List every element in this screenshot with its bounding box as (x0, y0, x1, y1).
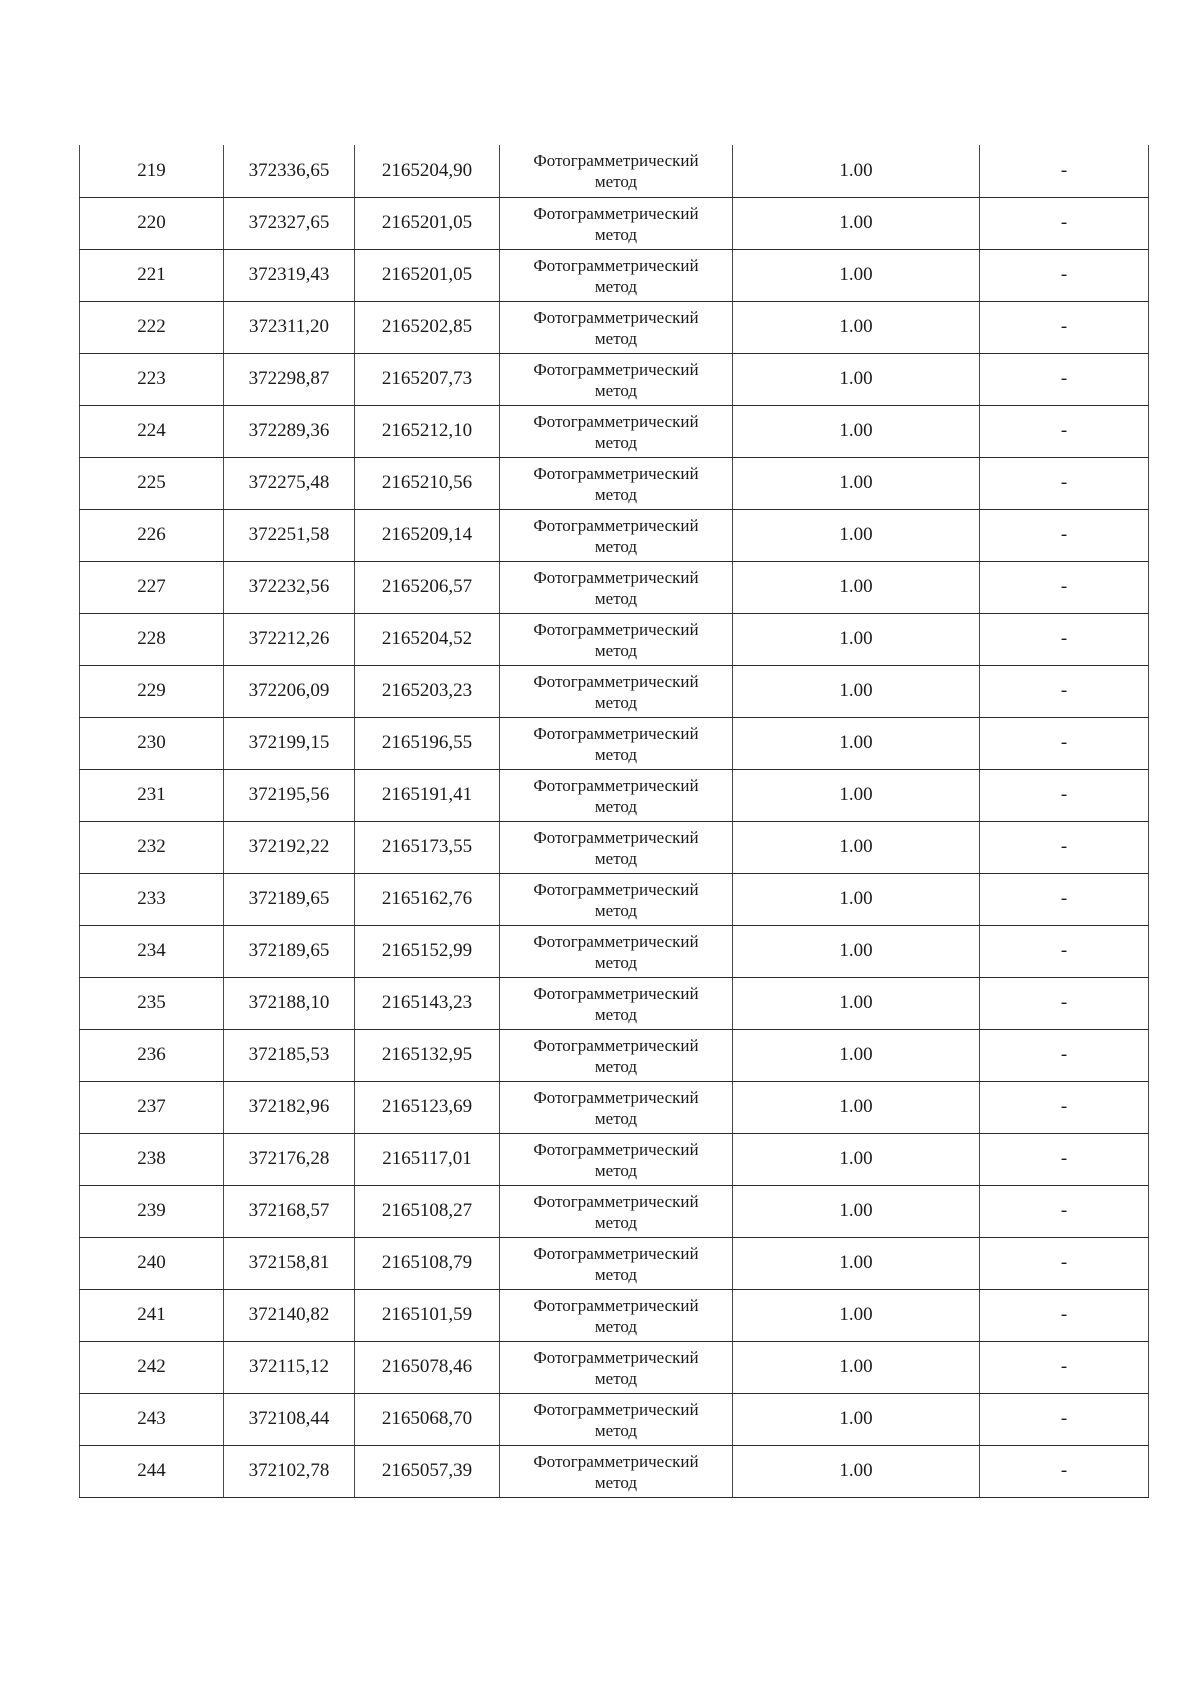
point-number-cell: 235 (80, 977, 224, 1029)
method-text: Фотограмметрический метод (533, 1295, 699, 1336)
accuracy-cell: 1.00 (733, 457, 980, 509)
table-row (80, 977, 1149, 1029)
point-number-cell: 226 (80, 509, 224, 561)
method-text: Фотограмметрический метод (533, 411, 699, 452)
accuracy-cell: 1.00 (733, 1289, 980, 1341)
x-coordinate-cell: 372115,12 (224, 1341, 355, 1393)
method-cell (500, 977, 733, 1029)
accuracy-cell: 1.00 (733, 1445, 980, 1497)
method-text: Фотограмметрический метод (533, 1139, 699, 1180)
x-coordinate-cell: 372232,56 (224, 561, 355, 613)
accuracy-cell: 1.00 (733, 145, 980, 197)
point-number-cell: 230 (80, 717, 224, 769)
x-coordinate-cell: 372327,65 (224, 197, 355, 249)
accuracy-cell: 1.00 (733, 821, 980, 873)
y-coordinate-cell: 2165204,52 (355, 613, 500, 665)
x-coordinate-cell: 372102,78 (224, 1445, 355, 1497)
accuracy-cell: 1.00 (733, 1133, 980, 1185)
y-coordinate-cell: 2165201,05 (355, 249, 500, 301)
accuracy-cell: 1.00 (733, 1029, 980, 1081)
method-text: Фотограмметрический метод (533, 307, 699, 348)
method-text: Фотограмметрический метод (533, 983, 699, 1024)
note-cell: - (980, 1081, 1149, 1133)
note-cell: - (980, 249, 1149, 301)
method-cell (500, 353, 733, 405)
x-coordinate-cell: 372336,65 (224, 145, 355, 197)
table-row (80, 197, 1149, 249)
table-row (80, 1029, 1149, 1081)
method-cell (500, 925, 733, 977)
table-row (80, 249, 1149, 301)
method-text: Фотограмметрический метод (533, 1347, 699, 1388)
method-text: Фотограмметрический метод (533, 879, 699, 920)
y-coordinate-cell: 2165078,46 (355, 1341, 500, 1393)
note-cell: - (980, 1133, 1149, 1185)
accuracy-cell: 1.00 (733, 1393, 980, 1445)
y-coordinate-cell: 2165206,57 (355, 561, 500, 613)
method-cell (500, 873, 733, 925)
table-row (80, 717, 1149, 769)
method-cell (500, 717, 733, 769)
method-cell (500, 613, 733, 665)
accuracy-cell: 1.00 (733, 1081, 980, 1133)
method-cell (500, 665, 733, 717)
y-coordinate-cell: 2165207,73 (355, 353, 500, 405)
y-coordinate-cell: 2165057,39 (355, 1445, 500, 1497)
note-cell: - (980, 821, 1149, 873)
y-coordinate-cell: 2165108,79 (355, 1237, 500, 1289)
table-row (80, 1133, 1149, 1185)
method-text: Фотограмметрический метод (533, 359, 699, 400)
x-coordinate-cell: 372188,10 (224, 977, 355, 1029)
table-row (80, 1185, 1149, 1237)
note-cell: - (980, 1445, 1149, 1497)
table-row (80, 561, 1149, 613)
accuracy-cell: 1.00 (733, 1237, 980, 1289)
x-coordinate-cell: 372311,20 (224, 301, 355, 353)
point-number-cell: 233 (80, 873, 224, 925)
point-number-cell: 219 (80, 145, 224, 197)
x-coordinate-cell: 372212,26 (224, 613, 355, 665)
method-cell (500, 509, 733, 561)
method-cell (500, 769, 733, 821)
note-cell: - (980, 717, 1149, 769)
x-coordinate-cell: 372251,58 (224, 509, 355, 561)
note-cell: - (980, 509, 1149, 561)
y-coordinate-cell: 2165143,23 (355, 977, 500, 1029)
y-coordinate-cell: 2165210,56 (355, 457, 500, 509)
accuracy-cell: 1.00 (733, 301, 980, 353)
method-text: Фотограмметрический метод (533, 1451, 699, 1492)
method-text: Фотограмметрический метод (533, 1399, 699, 1440)
table-row (80, 405, 1149, 457)
point-number-cell: 228 (80, 613, 224, 665)
method-cell (500, 1289, 733, 1341)
note-cell: - (980, 1393, 1149, 1445)
coordinates-table-body (80, 145, 1149, 1497)
method-text: Фотограмметрический метод (533, 619, 699, 660)
method-text: Фотограмметрический метод (533, 203, 699, 244)
point-number-cell: 223 (80, 353, 224, 405)
table-row (80, 457, 1149, 509)
y-coordinate-cell: 2165196,55 (355, 717, 500, 769)
note-cell: - (980, 405, 1149, 457)
note-cell: - (980, 1341, 1149, 1393)
table-row (80, 1289, 1149, 1341)
method-cell (500, 405, 733, 457)
accuracy-cell: 1.00 (733, 405, 980, 457)
note-cell: - (980, 353, 1149, 405)
y-coordinate-cell: 2165209,14 (355, 509, 500, 561)
x-coordinate-cell: 372298,87 (224, 353, 355, 405)
accuracy-cell: 1.00 (733, 561, 980, 613)
point-number-cell: 221 (80, 249, 224, 301)
x-coordinate-cell: 372158,81 (224, 1237, 355, 1289)
y-coordinate-cell: 2165203,23 (355, 665, 500, 717)
note-cell: - (980, 665, 1149, 717)
method-cell (500, 1029, 733, 1081)
point-number-cell: 234 (80, 925, 224, 977)
point-number-cell: 231 (80, 769, 224, 821)
accuracy-cell: 1.00 (733, 197, 980, 249)
x-coordinate-cell: 372195,56 (224, 769, 355, 821)
y-coordinate-cell: 2165201,05 (355, 197, 500, 249)
note-cell: - (980, 977, 1149, 1029)
point-number-cell: 220 (80, 197, 224, 249)
y-coordinate-cell: 2165162,76 (355, 873, 500, 925)
table-row (80, 613, 1149, 665)
table-row (80, 1237, 1149, 1289)
method-cell (500, 821, 733, 873)
accuracy-cell: 1.00 (733, 353, 980, 405)
method-text: Фотограмметрический метод (533, 775, 699, 816)
note-cell: - (980, 1029, 1149, 1081)
table-row (80, 145, 1149, 197)
note-cell: - (980, 457, 1149, 509)
method-cell (500, 301, 733, 353)
x-coordinate-cell: 372189,65 (224, 873, 355, 925)
x-coordinate-cell: 372182,96 (224, 1081, 355, 1133)
method-text: Фотограмметрический метод (533, 567, 699, 608)
method-cell (500, 1133, 733, 1185)
point-number-cell: 236 (80, 1029, 224, 1081)
accuracy-cell: 1.00 (733, 925, 980, 977)
table-row (80, 1393, 1149, 1445)
y-coordinate-cell: 2165132,95 (355, 1029, 500, 1081)
accuracy-cell: 1.00 (733, 977, 980, 1029)
note-cell: - (980, 613, 1149, 665)
y-coordinate-cell: 2165108,27 (355, 1185, 500, 1237)
note-cell: - (980, 769, 1149, 821)
y-coordinate-cell: 2165117,01 (355, 1133, 500, 1185)
point-number-cell: 237 (80, 1081, 224, 1133)
table-row (80, 925, 1149, 977)
method-cell (500, 1341, 733, 1393)
method-cell (500, 249, 733, 301)
table-row (80, 509, 1149, 561)
x-coordinate-cell: 372206,09 (224, 665, 355, 717)
method-cell (500, 197, 733, 249)
x-coordinate-cell: 372199,15 (224, 717, 355, 769)
x-coordinate-cell: 372108,44 (224, 1393, 355, 1445)
accuracy-cell: 1.00 (733, 1341, 980, 1393)
x-coordinate-cell: 372176,28 (224, 1133, 355, 1185)
method-cell (500, 145, 733, 197)
accuracy-cell: 1.00 (733, 665, 980, 717)
y-coordinate-cell: 2165173,55 (355, 821, 500, 873)
y-coordinate-cell: 2165212,10 (355, 405, 500, 457)
point-number-cell: 241 (80, 1289, 224, 1341)
y-coordinate-cell: 2165204,90 (355, 145, 500, 197)
accuracy-cell: 1.00 (733, 613, 980, 665)
table-row (80, 1081, 1149, 1133)
method-text: Фотограмметрический метод (533, 1087, 699, 1128)
point-number-cell: 227 (80, 561, 224, 613)
accuracy-cell: 1.00 (733, 717, 980, 769)
accuracy-cell: 1.00 (733, 249, 980, 301)
note-cell: - (980, 197, 1149, 249)
point-number-cell: 244 (80, 1445, 224, 1497)
table-row (80, 1341, 1149, 1393)
method-cell (500, 1393, 733, 1445)
method-cell (500, 1237, 733, 1289)
method-text: Фотограмметрический метод (533, 255, 699, 296)
point-number-cell: 232 (80, 821, 224, 873)
point-number-cell: 238 (80, 1133, 224, 1185)
method-text: Фотограмметрический метод (533, 1191, 699, 1232)
method-cell (500, 1185, 733, 1237)
note-cell: - (980, 301, 1149, 353)
note-cell: - (980, 1237, 1149, 1289)
table-row (80, 1445, 1149, 1497)
y-coordinate-cell: 2165123,69 (355, 1081, 500, 1133)
point-number-cell: 240 (80, 1237, 224, 1289)
method-text: Фотограмметрический метод (533, 1035, 699, 1076)
y-coordinate-cell: 2165101,59 (355, 1289, 500, 1341)
method-text: Фотограмметрический метод (533, 463, 699, 504)
note-cell: - (980, 145, 1149, 197)
x-coordinate-cell: 372140,82 (224, 1289, 355, 1341)
method-text: Фотограмметрический метод (533, 151, 699, 192)
accuracy-cell: 1.00 (733, 509, 980, 561)
method-text: Фотограмметрический метод (533, 515, 699, 556)
method-text: Фотограмметрический метод (533, 671, 699, 712)
y-coordinate-cell: 2165152,99 (355, 925, 500, 977)
table-row (80, 821, 1149, 873)
note-cell: - (980, 925, 1149, 977)
point-number-cell: 243 (80, 1393, 224, 1445)
method-cell (500, 561, 733, 613)
coordinates-table (79, 145, 1149, 1498)
table-row (80, 665, 1149, 717)
method-cell (500, 1445, 733, 1497)
method-text: Фотограмметрический метод (533, 723, 699, 764)
x-coordinate-cell: 372319,43 (224, 249, 355, 301)
table-row (80, 873, 1149, 925)
y-coordinate-cell: 2165191,41 (355, 769, 500, 821)
x-coordinate-cell: 372185,53 (224, 1029, 355, 1081)
x-coordinate-cell: 372192,22 (224, 821, 355, 873)
method-cell (500, 1081, 733, 1133)
table-row (80, 769, 1149, 821)
method-text: Фотограмметрический метод (533, 931, 699, 972)
method-cell (500, 457, 733, 509)
table-row (80, 301, 1149, 353)
method-text: Фотограмметрический метод (533, 827, 699, 868)
point-number-cell: 224 (80, 405, 224, 457)
point-number-cell: 242 (80, 1341, 224, 1393)
note-cell: - (980, 1185, 1149, 1237)
accuracy-cell: 1.00 (733, 769, 980, 821)
point-number-cell: 229 (80, 665, 224, 717)
x-coordinate-cell: 372275,48 (224, 457, 355, 509)
y-coordinate-cell: 2165068,70 (355, 1393, 500, 1445)
table-row (80, 353, 1149, 405)
note-cell: - (980, 561, 1149, 613)
point-number-cell: 222 (80, 301, 224, 353)
note-cell: - (980, 873, 1149, 925)
x-coordinate-cell: 372289,36 (224, 405, 355, 457)
note-cell: - (980, 1289, 1149, 1341)
point-number-cell: 239 (80, 1185, 224, 1237)
point-number-cell: 225 (80, 457, 224, 509)
x-coordinate-cell: 372189,65 (224, 925, 355, 977)
x-coordinate-cell: 372168,57 (224, 1185, 355, 1237)
accuracy-cell: 1.00 (733, 1185, 980, 1237)
accuracy-cell: 1.00 (733, 873, 980, 925)
method-text: Фотограмметрический метод (533, 1243, 699, 1284)
y-coordinate-cell: 2165202,85 (355, 301, 500, 353)
